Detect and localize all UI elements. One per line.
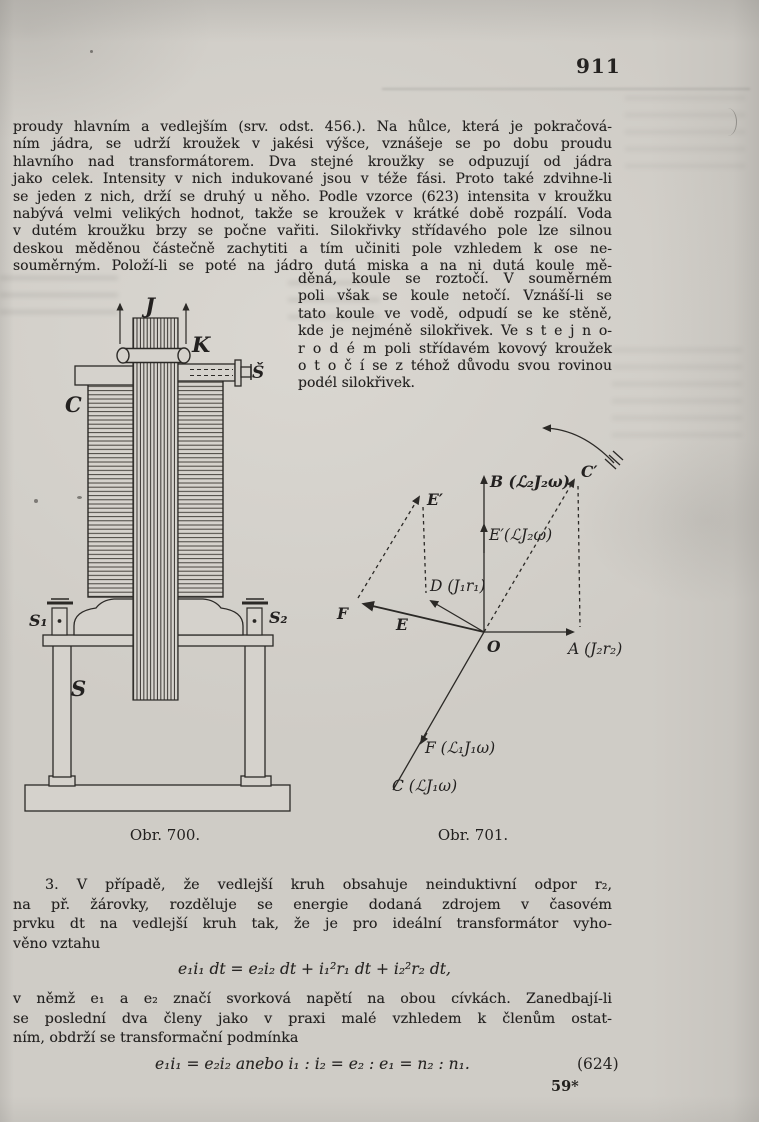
paragraph-line: jako celek. Intensity v nich indukované jsou v téže fási. Proto také zdvihne-li bbox=[13, 171, 612, 188]
screw-plate bbox=[235, 360, 241, 386]
paragraph-line: podél silokřivek. bbox=[298, 375, 415, 392]
label-o: O bbox=[487, 637, 501, 656]
label-stand-s: S bbox=[71, 676, 87, 701]
paragraph-line: v dutém kroužku brzy se počne vařiti. Silokřivky střídavého pole lze silnou bbox=[13, 223, 612, 240]
figure-700-illustration bbox=[20, 292, 320, 852]
paragraph-line: tato koule ve vodě, odpudí se ke stěně, bbox=[298, 305, 612, 322]
paragraph-line: proudy hlavním a vedlejším (srv. odst. 456.). Na hůlce, která je pokračová- bbox=[13, 119, 612, 135]
vector-od bbox=[431, 601, 484, 632]
paragraph-right-column bbox=[298, 271, 612, 393]
dashed-f-e-prime bbox=[358, 497, 419, 598]
paragraph-line: hlavního nad transformátorem. Dva stejné kroužky se odpuzují od jádra bbox=[13, 153, 612, 170]
screw-s2 bbox=[242, 599, 268, 635]
label-e-prime-axis: E′(ℒJ₂ω) bbox=[489, 526, 553, 544]
paragraph-line: kde je nejméně silokřivek. Ve s t e j n o- bbox=[298, 323, 612, 340]
dashed-oc-prime bbox=[484, 480, 574, 632]
label-coil-c: C bbox=[65, 392, 82, 417]
printers-signature-mark: 59* bbox=[551, 1078, 579, 1095]
label-core-j: J bbox=[145, 293, 155, 318]
figure-701-vector-diagram bbox=[330, 413, 640, 853]
paragraph-line: nabývá velmi velikých hodnot, takže se kroužek v krátké době rozpálí. Voda bbox=[13, 206, 612, 223]
paragraph-line: deskou měděnou částečně zachytiti a tím učiniti pole vzhledem k ose ne- bbox=[13, 240, 612, 257]
paragraph-line: poli však se koule netočí. Vznáší-li se bbox=[298, 288, 612, 305]
label-f: F bbox=[337, 604, 349, 623]
screw-s1 bbox=[47, 599, 73, 635]
page-number: 911 bbox=[576, 54, 621, 78]
label-screw-s1: S₁ bbox=[29, 611, 48, 630]
ring-k bbox=[117, 348, 190, 363]
paragraph-line: prvku dt na vedlejší kruh tak, že je pro ideální transformátor vyho- bbox=[13, 916, 612, 933]
paragraph-line: na př. žárovky, rozděluje se energie dodaná zdrojem v časovém bbox=[13, 896, 612, 913]
label-d: D (J₁r₁) bbox=[430, 577, 486, 595]
paragraph-line: v němž e₁ a e₂ značí svorková napětí na obou cívkách. Zanedbají-li bbox=[13, 991, 612, 1007]
page-curl-mark bbox=[722, 108, 737, 136]
equation-transformation-condition: e₁i₁ = e₂i₂ anebo i₁ : i₂ = e₂ : e₁ = n₂ : n₁. bbox=[155, 1055, 470, 1073]
paragraph-line: děná, koule se roztočí. V souměrném bbox=[298, 271, 612, 287]
figure-700-caption: Obr. 700. bbox=[129, 826, 201, 844]
label-c-prime: C′ bbox=[581, 462, 598, 481]
label-e-prime-top: E′ bbox=[427, 490, 443, 509]
dashed-c-prime-a bbox=[578, 486, 580, 627]
label-b: B (ℒ₂J₂ω) bbox=[490, 472, 570, 491]
paragraph-main bbox=[13, 119, 612, 276]
paragraph-line: 3. V případě, že vedlejší kruh obsahuje neinduktivní odpor r₂, bbox=[45, 877, 612, 893]
vector-oe-f bbox=[364, 604, 484, 632]
paragraph-line: se jeden z nich, drží se druhý u něho. Podle vzorce (623) intensita v kroužku bbox=[13, 188, 612, 205]
figure-701-caption: Obr. 701. bbox=[437, 826, 509, 844]
core-j bbox=[133, 318, 178, 700]
paragraph-line: o t o č í se z téhož důvodu svou rovinou bbox=[298, 358, 612, 375]
paragraph-line: souměrným. Položí-li se poté na jádro dutá miska a na ni dutá koule mě- bbox=[13, 258, 612, 275]
dashed-e-prime-d bbox=[423, 507, 426, 593]
screw-head bbox=[241, 367, 251, 377]
equation-number: (624) bbox=[577, 1055, 619, 1073]
paragraph-line: ním jádra, se udrží kroužek v jakési výšce, vznášeje se po dobu proudu bbox=[13, 136, 612, 153]
paragraph-line: ním, obdrží se transformační podmínka bbox=[13, 1030, 299, 1047]
label-ring-k: K bbox=[192, 332, 211, 357]
paper-speck bbox=[90, 50, 93, 53]
label-screw-s2: S₂ bbox=[269, 608, 288, 627]
paragraph-line: věno vztahu bbox=[13, 935, 101, 952]
paragraph-4 bbox=[13, 990, 612, 1049]
paragraph-3 bbox=[13, 876, 612, 954]
label-c-lower: C (ℒJ₁ω) bbox=[392, 777, 458, 795]
line-lower-oc bbox=[393, 632, 484, 790]
paragraph-line: se poslední dva členy jako v praxi malé vzhledem k členům ostat- bbox=[13, 1010, 612, 1027]
label-e: E bbox=[396, 615, 408, 634]
label-f-lower: F (ℒ₁J₁ω) bbox=[425, 739, 496, 757]
equation-energy-balance: e₁i₁ dt = e₂i₂ dt + i₁²r₁ dt + i₂²r₂ dt, bbox=[178, 960, 451, 978]
label-screw-s-caron: Š bbox=[252, 363, 265, 383]
paragraph-line: r o d é m poli střídavém kovový kroužek bbox=[298, 340, 612, 357]
label-a: A (J₂r₂) bbox=[568, 640, 623, 658]
bleed-through-line bbox=[382, 88, 750, 90]
